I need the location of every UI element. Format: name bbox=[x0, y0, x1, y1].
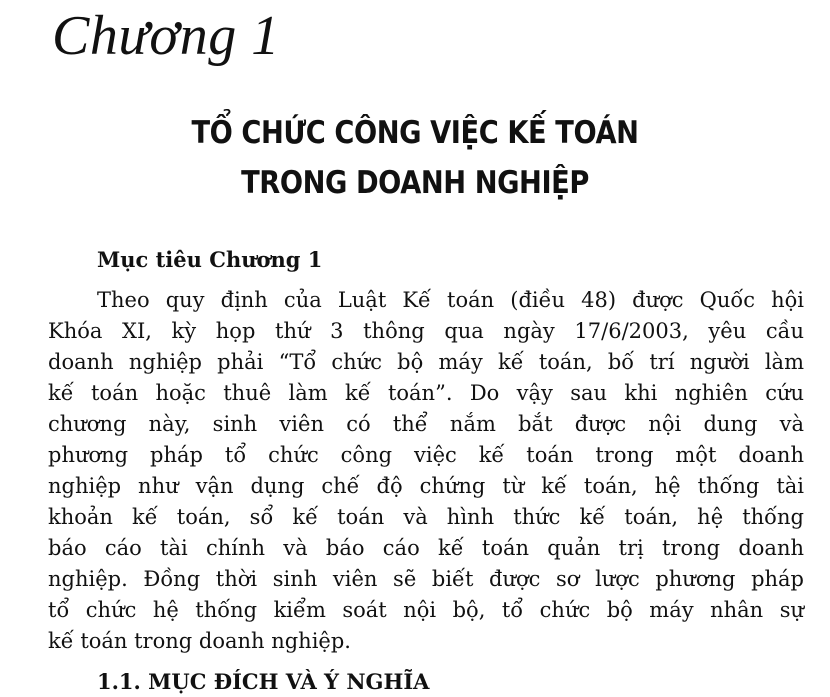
chapter-title-line-2: TRONG DOANH NGHIỆP bbox=[241, 165, 589, 201]
paragraph-line: doanh nghiệp phải “Tổ chức bộ máy kế toán, bố trí người làm bbox=[48, 350, 804, 374]
paragraph-line: chương này, sinh viên có thể nắm bắt được nội dung và bbox=[48, 412, 804, 436]
paragraph-line: Theo quy định của Luật Kế toán (điều 48) được Quốc hội bbox=[97, 288, 804, 312]
paragraph-line: Khóa XI, kỳ họp thứ 3 thông qua ngày 17/6/2003, yêu cầu bbox=[48, 319, 804, 343]
chapter-label: Chương 1 bbox=[52, 5, 280, 67]
paragraph-line: nghiệp. Đồng thời sinh viên sẽ biết được sơ lược phương pháp bbox=[48, 567, 804, 591]
chapter-title-line-1: TỔ CHỨC CÔNG VIỆC KẾ TOÁN bbox=[191, 115, 639, 151]
paragraph-line: tổ chức hệ thống kiểm soát nội bộ, tổ chức bộ máy nhân sự bbox=[48, 598, 804, 622]
paragraph-line: báo cáo tài chính và báo cáo kế toán quản trị trong doanh bbox=[48, 536, 804, 560]
paragraph-line: kế toán trong doanh nghiệp. bbox=[48, 629, 351, 653]
paragraph-line: nghiệp như vận dụng chế độ chứng từ kế toán, hệ thống tài bbox=[48, 474, 804, 498]
section-heading-1-1: 1.1. MỤC ĐÍCH VÀ Ý NGHĨA bbox=[97, 669, 430, 694]
paragraph-line: khoản kế toán, sổ kế toán và hình thức kế toán, hệ thống bbox=[48, 505, 804, 529]
paragraph-line: phương pháp tổ chức công việc kế toán trong một doanh bbox=[48, 443, 804, 467]
objectives-heading: Mục tiêu Chương 1 bbox=[97, 247, 323, 272]
paragraph-line: kế toán hoặc thuê làm kế toán”. Do vậy sau khi nghiên cứu bbox=[48, 381, 804, 405]
